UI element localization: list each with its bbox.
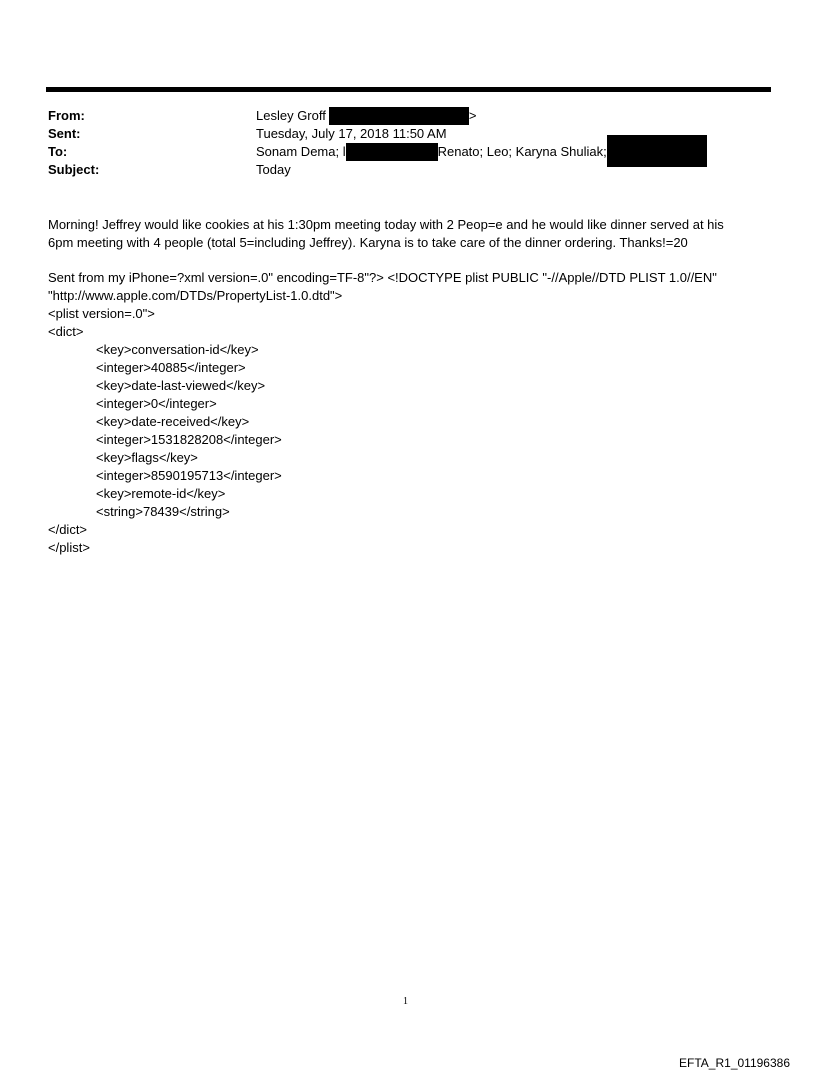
redaction-box <box>346 143 438 161</box>
dict-line: <integer>8590195713</integer> <box>96 468 282 483</box>
dict-line: <integer>40885</integer> <box>96 360 246 375</box>
from-row <box>48 107 768 125</box>
dict-line: <integer>1531828208</integer> <box>96 432 282 447</box>
sent-label: Sent: <box>48 126 81 141</box>
subject-value: Today <box>256 162 291 177</box>
plist-open: <plist version=.0"> <box>48 306 155 321</box>
sender-name: Lesley Groff <box>256 108 326 123</box>
to-row <box>48 143 768 161</box>
from-value <box>256 107 476 125</box>
dict-line: <key>date-last-viewed</key> <box>96 378 266 393</box>
message-line: Morning! Jeffrey would like cookies at his 1:30pm meeting today with 2 Peop=e and he would like dinner served at his <box>48 217 724 232</box>
header-rule <box>46 87 771 92</box>
plist-block <box>48 269 717 557</box>
subject-row <box>48 161 768 179</box>
from-suffix: > <box>468 108 477 123</box>
page-number: 1 <box>403 996 408 1007</box>
dict-line: <key>flags</key> <box>96 450 198 465</box>
dict-line: <integer>0</integer> <box>96 396 217 411</box>
sent-from-line: "http://www.apple.com/DTDs/PropertyList-1.0.dtd"> <box>48 288 343 303</box>
sent-value: Tuesday, July 17, 2018 11:50 AM <box>256 126 447 141</box>
to-part2: Renato; Leo; Karyna Shuliak; <box>437 144 607 159</box>
dict-line: <key>date-received</key> <box>96 414 250 429</box>
to-label: To: <box>48 144 68 159</box>
plist-close: </plist> <box>48 540 90 555</box>
to-part1: Sonam Dema; l <box>256 144 346 159</box>
from-label: From: <box>48 108 85 123</box>
bates-number: EFTA_R1_01196386 <box>679 1056 790 1070</box>
dict-close: </dict> <box>48 522 88 537</box>
sent-from-line: Sent from my iPhone=?xml version=.0" encoding=TF-8"?> <!DOCTYPE plist PUBLIC "-//Apple//DTD PLIST 1.0//EN" <box>48 270 717 285</box>
dict-open: <dict> <box>48 324 84 339</box>
redaction-box <box>329 107 469 125</box>
message-line: 6pm meeting with 4 people (total 5=including Jeffrey). Karyna is to take care of the dinner ordering. Thanks!=20 <box>48 235 688 250</box>
subject-label: Subject: <box>48 162 100 177</box>
dict-line: <string>78439</string> <box>96 504 230 519</box>
dict-line: <key>remote-id</key> <box>96 486 226 501</box>
message-paragraph <box>48 216 724 252</box>
dict-line: <key>conversation-id</key> <box>96 342 259 357</box>
